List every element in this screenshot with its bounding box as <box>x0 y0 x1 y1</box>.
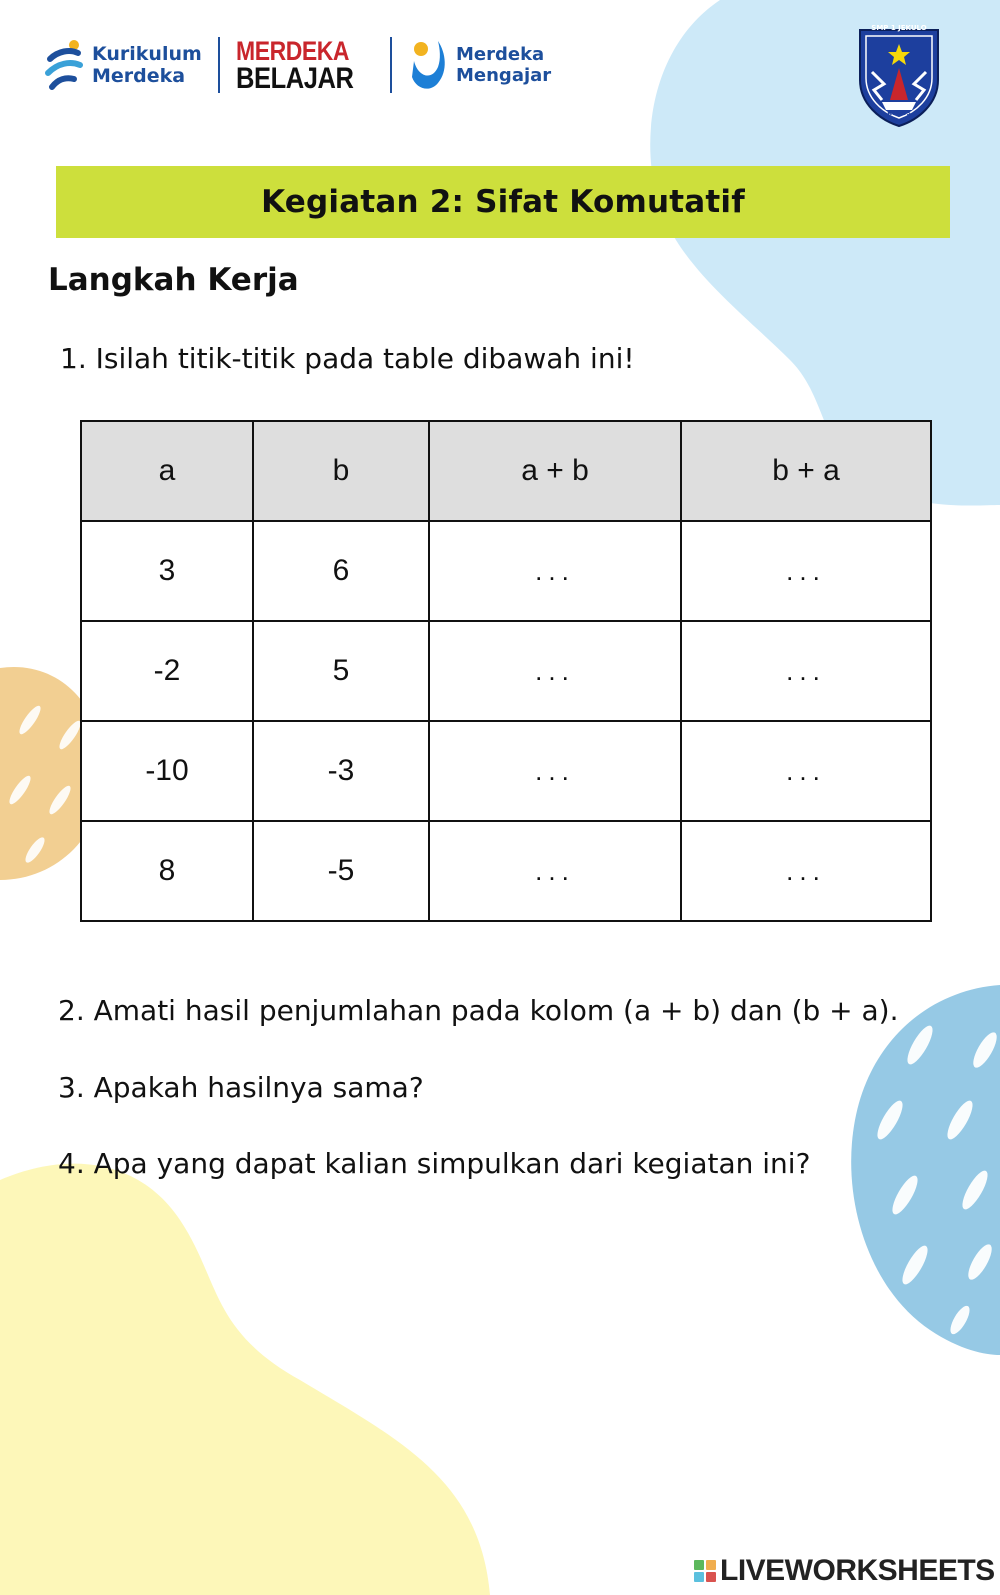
cell-a: 3 <box>81 521 253 621</box>
table-row <box>81 821 931 921</box>
answer-cell-b-plus-a[interactable]: ... <box>681 721 931 821</box>
answer-cell-a-plus-b[interactable]: ... <box>429 621 681 721</box>
cell-b: 6 <box>253 521 429 621</box>
page-title: Kegiatan 2: Sifat Komutatif <box>261 184 745 220</box>
title-banner <box>56 166 950 238</box>
cell-a: 8 <box>81 821 253 921</box>
step-1-text: 1. Isilah titik-titik pada table dibawah ini! <box>60 342 635 375</box>
step-4-text: 4. Apa yang dapat kalian simpulkan dari kegiatan ini? <box>58 1147 811 1180</box>
merdeka-belajar-line2: BELAJAR <box>235 62 354 95</box>
cell-b: 5 <box>253 621 429 721</box>
answer-cell-b-plus-a[interactable]: ... <box>681 621 931 721</box>
answer-cell-b-plus-a[interactable]: ... <box>681 521 931 621</box>
merdeka-mengajar-line2: Mengajar <box>456 65 552 86</box>
kurikulum-merdeka-logo <box>44 37 202 93</box>
yellow-blob-bottom-left <box>0 1164 490 1595</box>
answer-cell-a-plus-b[interactable]: ... <box>429 821 681 921</box>
cell-b: -3 <box>253 721 429 821</box>
school-emblem-logo <box>852 22 946 128</box>
merdeka-mengajar-line1: Merdeka <box>456 44 545 65</box>
header-cell-b-plus-a: b + a <box>681 421 931 521</box>
header-cell-a-plus-b: a + b <box>429 421 681 521</box>
merdeka-belajar-logo <box>236 37 374 93</box>
cell-b: -5 <box>253 821 429 921</box>
kurikulum-line1: Kurikulum <box>92 43 202 65</box>
table-header-row <box>81 421 931 521</box>
step-2-text: 2. Amati hasil penjumlahan pada kolom (a + b) dan (b + a). <box>58 994 899 1027</box>
answer-cell-a-plus-b[interactable]: ... <box>429 521 681 621</box>
header-cell-a: a <box>81 421 253 521</box>
header-logos <box>44 34 551 96</box>
commutative-table <box>80 420 932 922</box>
logo-divider <box>390 37 392 93</box>
answer-cell-a-plus-b[interactable]: ... <box>429 721 681 821</box>
liveworksheets-brand: LIVEWORKSHEETS <box>720 1554 995 1587</box>
school-logo-text-top: SMP 1 JEKULO <box>871 24 927 32</box>
merdeka-mengajar-logo <box>408 37 551 93</box>
kurikulum-line2: Merdeka <box>92 65 186 87</box>
logo-divider <box>218 37 220 93</box>
answer-cell-b-plus-a[interactable]: ... <box>681 821 931 921</box>
cell-a: -2 <box>81 621 253 721</box>
liveworksheets-logo[interactable] <box>694 1554 995 1588</box>
step-3-text: 3. Apakah hasilnya sama? <box>58 1071 424 1104</box>
section-heading: Langkah Kerja <box>48 262 299 298</box>
liveworksheets-icon <box>694 1560 716 1582</box>
school-logo-text-bottom: KUDUS <box>887 110 911 117</box>
kurikulum-merdeka-icon <box>44 37 84 93</box>
table-row <box>81 721 931 821</box>
table-row <box>81 621 931 721</box>
cell-a: -10 <box>81 721 253 821</box>
merdeka-belajar-line1: MERDEKA <box>235 36 349 66</box>
table-row <box>81 521 931 621</box>
merdeka-mengajar-icon <box>408 37 448 93</box>
header-cell-b: b <box>253 421 429 521</box>
